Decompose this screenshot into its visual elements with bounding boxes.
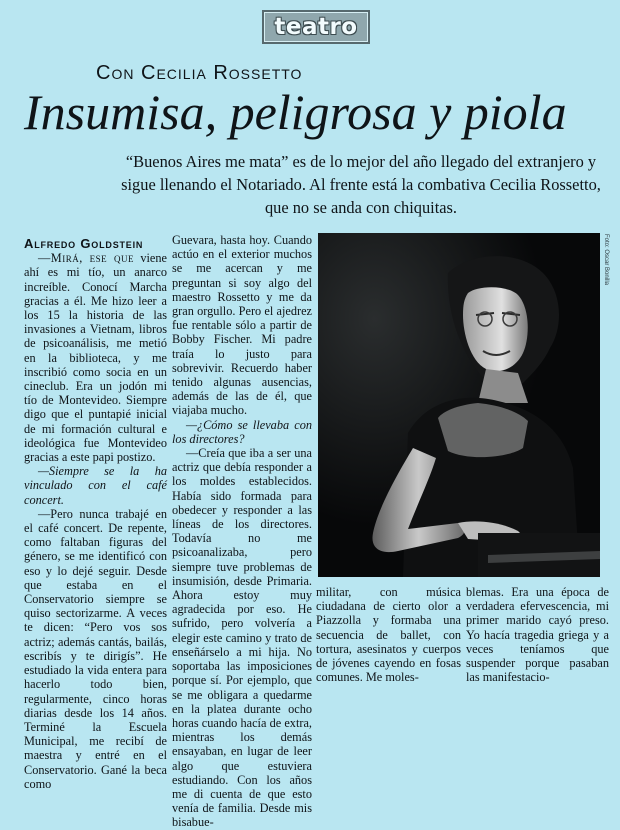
- paragraph: [24, 251, 167, 464]
- text-column-1: [24, 236, 167, 791]
- paragraph: —Pero nunca trabajé en el café concert. De repente, como faltaban figuras del género, se me identificó con eso y lo dejé seguir. Desde que estaba en el Conservatorio siempre se quiso sectorizarme. A veces te dicen: “Pero vos sos actriz; además cantás, bailás, escribís y te dirigís”. He estudiado la vida entera para hacerlo todo bien, regularmente, cinco horas diarias desde los 14 años. Terminé la Escuela Municipal, me recibí de maestra y entré en el Conservatorio. Gané la beca como: [24, 506, 167, 791]
- text-column-4: [466, 585, 609, 685]
- article-headline: Insumisa, peligrosa y piola: [24, 84, 567, 140]
- paragraph-text: viene ahí es mi tío, un anarco increíble. Conocí Marcha gracias a él. Me hizo leer a los 15 la historia de las invasiones a Vietnam, libros de psicoanálisis, me metió en la biblioteca, y me inscribió como socia en un cineclub. Era un jodón mi tío de Montevideo. Siempre digo que el puntapié inicial de mi formación cultural e ideológica fue Montevideo gracias a este papi postizo.: [24, 251, 167, 465]
- section-tag: [262, 10, 370, 44]
- text-column-3: [316, 585, 461, 685]
- interview-question: —Siempre se la ha vinculado con el café concert.: [24, 464, 167, 507]
- interview-question: —¿Cómo se llevaba con los directores?: [172, 417, 312, 446]
- paragraph: —Creía que iba a ser una actriz que debía responder a los moldes establecidos. Había sido formada para obedecer y responder a las líneas de los directores. Todavía no me psicoanalizaba, pero siempre tuve problemas de insumisión, desde Primaria. Ahora estoy muy agradecida por eso. He sufrido, pero volvería a elegir este camino y trato de enseñárselo a mi hija. No soportaba las imposiciones porque sí. Por ejemplo, que se me obligara a quedarme en la platea durante ocho horas cuando hacía de extra, mientras los demás ensayaban, en lugar de leer algo que estuviera estudiando. Con los años me di cuenta de que esto venía de familia. Desde mis bisabue-: [172, 446, 312, 830]
- article-kicker: Con Cecilia Rossetto: [96, 62, 303, 84]
- portrait-photo: [318, 233, 600, 577]
- article-deck: “Buenos Aires me mata” es de lo mejor del año llegado del extranjero y sigue llenando el Notariado. Al frente está la combativa Cecilia Rossetto, que no se anda con chiquitas.: [121, 152, 601, 217]
- portrait-photo-image: [318, 233, 600, 577]
- section-tag-label: teatro: [274, 13, 358, 40]
- paragraph: blemas. Era una época de verdadera efervescencia, mi primer marido cayó preso. Yo hacía tragedia griega y a veces teníamos que suspender porque pasaban las manifestacio-: [466, 585, 609, 685]
- paragraph: militar, con música ciudadana de cierto olor a Piazzolla y formaba una secuencia de ballet, con tortura, asesinatos y cuerpos de jóvenes cayendo en fosas comunes. Me moles-: [316, 585, 461, 685]
- text-column-2: [172, 233, 312, 830]
- byline: Alfredo Goldstein: [24, 236, 144, 251]
- paragraph: Guevara, hasta hoy. Cuando actúo en el exterior muchos se me acercan y me preguntan si soy algo del maestro Rossetto y me da gran orgullo. Pero el ajedrez fue rentable sólo a partir de Bobby Fischer. Mi padre traía lo justo para sobrevivir. Recuerdo haber tenido algunas ausencias, además de las de él, que viajaba mucho.: [172, 233, 312, 418]
- photo-credit: Foto: Oscar Bonilla: [603, 234, 609, 286]
- lead-in: —Mirá, ese que: [38, 251, 135, 266]
